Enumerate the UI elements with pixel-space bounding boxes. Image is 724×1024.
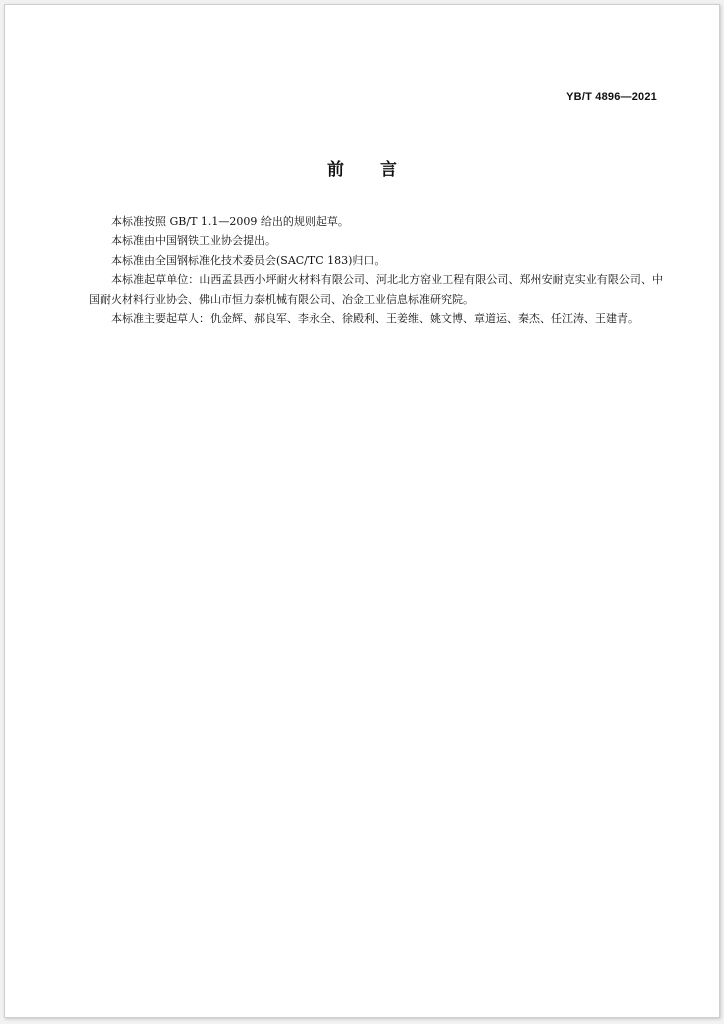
paragraph-drafting-organizations: 本标准起草单位：山西孟县西小坪耐火材料有限公司、河北北方窑业工程有限公司、郑州安耐克实业有限公司、中国耐火材料行业协会、佛山市恒力泰机械有限公司、冶金工业信息标准研究院。 xyxy=(89,273,663,306)
standard-number: YB/T 4896—2021 xyxy=(566,91,657,103)
page-title: 前言 xyxy=(327,160,433,180)
paragraph-main-drafters: 本标准主要起草人：仇金辉、郝良军、李永全、徐殿利、王姜维、姚文博、章道运、秦杰、任江涛、王建青。 xyxy=(111,312,639,326)
paragraph-drafting-rules: 本标准按照 GB/T 1.1—2009 给出的规则起草。 xyxy=(111,215,349,228)
document-page xyxy=(4,4,720,1018)
paragraph-proposer: 本标准由中国钢铁工业协会提出。 xyxy=(111,234,276,248)
foreword-body xyxy=(89,212,663,328)
paragraph-responsible-committee: 本标准由全国钢标准化技术委员会(SAC/TC 183)归口。 xyxy=(111,253,386,267)
